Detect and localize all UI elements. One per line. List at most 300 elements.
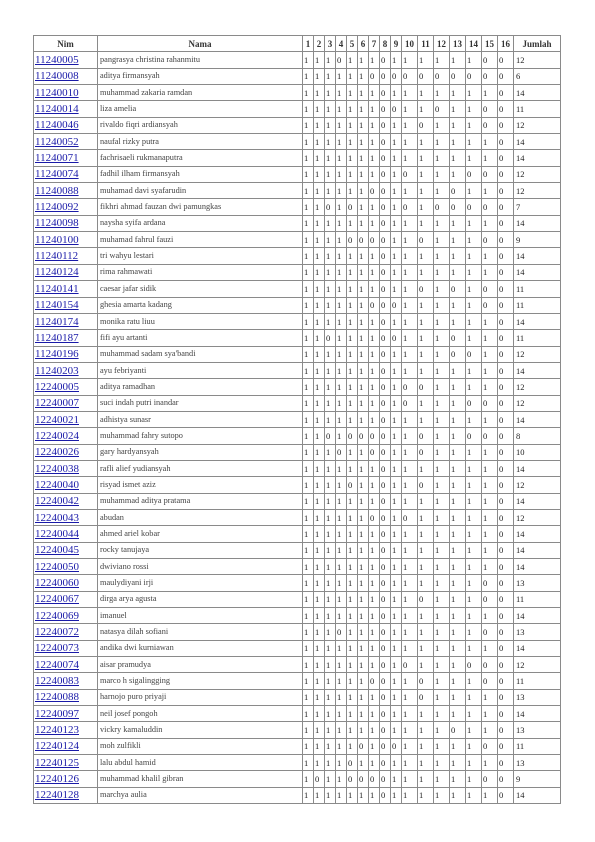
nim-link[interactable]: 12240125 [34,755,98,771]
score-cell-q10: 1 [402,346,418,362]
score-cell-q2: 1 [314,673,325,689]
score-cell-q7: 0 [369,428,380,444]
score-cell-q2: 1 [314,460,325,476]
nim-link[interactable]: 12240067 [34,591,98,607]
score-cell-q14: 1 [466,444,482,460]
score-cell-q2: 0 [314,771,325,787]
jumlah-cell: 14 [514,85,561,101]
score-cell-q2: 1 [314,52,325,68]
score-cell-q1: 1 [303,575,314,591]
score-cell-q3: 1 [325,738,336,754]
score-cell-q12: 1 [434,395,450,411]
score-cell-q7: 0 [369,183,380,199]
score-cell-q10: 0 [402,68,418,84]
nim-link[interactable]: 11240098 [34,215,98,231]
score-cell-q16: 0 [498,706,514,722]
score-cell-q7: 1 [369,313,380,329]
score-cell-q5: 1 [347,52,358,68]
score-cell-q9: 1 [391,542,402,558]
score-cell-q11: 1 [418,575,434,591]
score-cell-q16: 0 [498,428,514,444]
jumlah-cell: 14 [514,787,561,803]
score-cell-q16: 0 [498,771,514,787]
score-cell-q8: 0 [380,460,391,476]
score-cell-q12: 1 [434,379,450,395]
score-cell-q16: 0 [498,199,514,215]
score-cell-q11: 1 [418,509,434,525]
nim-link[interactable]: 11240005 [34,52,98,68]
nim-link[interactable]: 12240097 [34,706,98,722]
score-cell-q15: 1 [482,134,498,150]
score-cell-q3: 1 [325,542,336,558]
header-nama: Nama [98,36,303,52]
score-cell-q8: 0 [380,101,391,117]
nim-link[interactable]: 12240021 [34,411,98,427]
score-cell-q5: 1 [347,444,358,460]
score-cell-q7: 1 [369,150,380,166]
score-cell-q9: 1 [391,657,402,673]
score-cell-q7: 1 [369,706,380,722]
score-cell-q5: 1 [347,575,358,591]
score-cell-q8: 0 [380,346,391,362]
score-cell-q3: 1 [325,526,336,542]
nim-link[interactable]: 12240038 [34,460,98,476]
score-cell-q12: 1 [434,493,450,509]
score-cell-q15: 0 [482,281,498,297]
nim-link[interactable]: 12240024 [34,428,98,444]
score-cell-q1: 1 [303,493,314,509]
nim-link[interactable]: 12240042 [34,493,98,509]
score-cell-q14: 1 [466,493,482,509]
score-cell-q1: 1 [303,428,314,444]
table-row [34,313,561,329]
score-cell-q9: 1 [391,428,402,444]
nim-link[interactable]: 12240073 [34,640,98,656]
score-cell-q6: 1 [358,101,369,117]
score-cell-q12: 1 [434,166,450,182]
nim-link[interactable]: 11240014 [34,101,98,117]
nim-link[interactable]: 11240124 [34,264,98,280]
score-cell-q16: 0 [498,281,514,297]
score-cell-q4: 1 [336,85,347,101]
score-cell-q6: 1 [358,477,369,493]
header-row [34,36,561,52]
score-cell-q7: 0 [369,297,380,313]
score-cell-q16: 0 [498,232,514,248]
score-cell-q7: 1 [369,362,380,378]
score-cell-q16: 0 [498,526,514,542]
jumlah-cell: 14 [514,215,561,231]
score-cell-q12: 1 [434,183,450,199]
table-row [34,330,561,346]
score-cell-q16: 0 [498,542,514,558]
score-cell-q16: 0 [498,624,514,640]
score-cell-q4: 1 [336,673,347,689]
table-row [34,199,561,215]
score-cell-q9: 1 [391,362,402,378]
score-cell-q4: 1 [336,477,347,493]
score-cell-q11: 1 [418,313,434,329]
score-cell-q1: 1 [303,313,314,329]
score-cell-q12: 1 [434,150,450,166]
table-row [34,444,561,460]
score-cell-q12: 1 [434,346,450,362]
score-cell-q16: 0 [498,346,514,362]
jumlah-cell: 11 [514,297,561,313]
score-cell-q12: 1 [434,444,450,460]
score-cell-q1: 1 [303,444,314,460]
score-cell-q10: 1 [402,493,418,509]
nim-link[interactable]: 12240050 [34,559,98,575]
score-cell-q6: 1 [358,493,369,509]
jumlah-cell: 12 [514,477,561,493]
score-cell-q4: 1 [336,526,347,542]
score-cell-q3: 1 [325,444,336,460]
score-cell-q13: 1 [450,689,466,705]
score-cell-q8: 0 [380,232,391,248]
score-cell-q6: 1 [358,706,369,722]
score-cell-q3: 1 [325,624,336,640]
score-cell-q12: 1 [434,755,450,771]
score-cell-q7: 1 [369,346,380,362]
table-row [34,542,561,558]
score-cell-q13: 1 [450,52,466,68]
jumlah-cell: 14 [514,362,561,378]
score-cell-q3: 1 [325,722,336,738]
score-cell-q11: 1 [418,460,434,476]
score-cell-q3: 1 [325,771,336,787]
score-cell-q7: 1 [369,248,380,264]
nim-link[interactable]: 11240074 [34,166,98,182]
nim-link[interactable]: 12240069 [34,608,98,624]
score-cell-q13: 1 [450,101,466,117]
jumlah-cell: 13 [514,689,561,705]
nim-link[interactable]: 11240100 [34,232,98,248]
score-cell-q10: 1 [402,411,418,427]
student-name: liza amelia [98,101,303,117]
score-cell-q11: 1 [418,346,434,362]
nim-link[interactable]: 12240083 [34,673,98,689]
score-cell-q5: 1 [347,313,358,329]
score-cell-q4: 1 [336,101,347,117]
score-cell-q14: 1 [466,608,482,624]
nim-link[interactable]: 12240124 [34,738,98,754]
nim-link[interactable]: 12240044 [34,526,98,542]
table-row [34,624,561,640]
table-row [34,395,561,411]
score-cell-q1: 1 [303,395,314,411]
score-cell-q6: 0 [358,738,369,754]
nim-link[interactable]: 12240007 [34,395,98,411]
nim-link[interactable]: 12240005 [34,379,98,395]
score-cell-q15: 0 [482,624,498,640]
score-cell-q14: 0 [466,346,482,362]
table-row [34,575,561,591]
score-cell-q4: 1 [336,738,347,754]
score-cell-q2: 1 [314,248,325,264]
score-cell-q6: 1 [358,183,369,199]
score-cell-q5: 1 [347,215,358,231]
score-cell-q7: 1 [369,460,380,476]
score-cell-q5: 1 [347,706,358,722]
nim-link[interactable]: 12240060 [34,575,98,591]
score-cell-q16: 0 [498,150,514,166]
nim-link[interactable]: 12240043 [34,509,98,525]
score-cell-q16: 0 [498,787,514,803]
nim-link[interactable]: 12240126 [34,771,98,787]
score-cell-q12: 1 [434,673,450,689]
score-cell-q16: 0 [498,444,514,460]
score-cell-q4: 1 [336,428,347,444]
score-cell-q16: 0 [498,248,514,264]
nim-link[interactable]: 11240141 [34,281,98,297]
score-cell-q16: 0 [498,330,514,346]
score-cell-q14: 1 [466,313,482,329]
score-cell-q2: 1 [314,411,325,427]
score-cell-q9: 1 [391,706,402,722]
score-cell-q3: 1 [325,591,336,607]
score-cell-q15: 0 [482,199,498,215]
score-cell-q2: 1 [314,509,325,525]
student-name: maulydiyani irji [98,575,303,591]
score-cell-q3: 1 [325,68,336,84]
score-cell-q13: 1 [450,640,466,656]
score-cell-q4: 1 [336,706,347,722]
student-name: muhammad zakaria ramdan [98,85,303,101]
score-cell-q1: 1 [303,624,314,640]
score-cell-q1: 1 [303,591,314,607]
score-cell-q14: 1 [466,85,482,101]
jumlah-cell: 12 [514,52,561,68]
score-cell-q16: 0 [498,101,514,117]
score-cell-q14: 1 [466,215,482,231]
score-cell-q16: 0 [498,117,514,133]
score-cell-q7: 1 [369,330,380,346]
score-cell-q2: 1 [314,166,325,182]
nim-link[interactable]: 11240196 [34,346,98,362]
jumlah-cell: 14 [514,608,561,624]
score-cell-q8: 0 [380,771,391,787]
table-row [34,526,561,542]
nim-link[interactable]: 11240187 [34,330,98,346]
score-cell-q10: 0 [402,379,418,395]
score-cell-q14: 1 [466,281,482,297]
nim-link[interactable]: 11240008 [34,68,98,84]
nim-link[interactable]: 12240088 [34,689,98,705]
score-cell-q15: 0 [482,68,498,84]
score-cell-q16: 0 [498,68,514,84]
score-cell-q5: 0 [347,755,358,771]
score-cell-q11: 1 [418,264,434,280]
score-cell-q10: 1 [402,591,418,607]
nim-link[interactable]: 11240010 [34,85,98,101]
score-cell-q3: 0 [325,199,336,215]
score-cell-q15: 0 [482,395,498,411]
score-cell-q7: 1 [369,52,380,68]
score-cell-q2: 1 [314,68,325,84]
jumlah-cell: 14 [514,248,561,264]
score-cell-q2: 1 [314,264,325,280]
score-cell-q15: 1 [482,787,498,803]
score-cell-q3: 1 [325,313,336,329]
student-name: fachrisaeli rukmanaputra [98,150,303,166]
score-cell-q5: 1 [347,608,358,624]
score-cell-q14: 1 [466,362,482,378]
score-cell-q1: 1 [303,657,314,673]
score-cell-q13: 1 [450,657,466,673]
score-cell-q15: 1 [482,150,498,166]
score-cell-q10: 1 [402,526,418,542]
nim-link[interactable]: 12240123 [34,722,98,738]
score-cell-q7: 1 [369,689,380,705]
score-cell-q1: 1 [303,689,314,705]
score-cell-q7: 1 [369,624,380,640]
score-cell-q15: 1 [482,526,498,542]
score-cell-q9: 1 [391,689,402,705]
score-cell-q3: 1 [325,134,336,150]
score-cell-q2: 1 [314,722,325,738]
nim-link[interactable]: 12240045 [34,542,98,558]
score-cell-q15: 1 [482,313,498,329]
score-cell-q10: 1 [402,117,418,133]
score-cell-q8: 0 [380,542,391,558]
nim-link[interactable]: 11240203 [34,362,98,378]
score-cell-q16: 0 [498,738,514,754]
score-cell-q1: 1 [303,68,314,84]
score-cell-q6: 1 [358,281,369,297]
score-cell-q2: 1 [314,640,325,656]
score-cell-q8: 0 [380,575,391,591]
score-cell-q13: 1 [450,313,466,329]
score-cell-q2: 1 [314,706,325,722]
score-cell-q3: 1 [325,150,336,166]
score-cell-q11: 0 [418,117,434,133]
nim-link[interactable]: 11240154 [34,297,98,313]
jumlah-cell: 14 [514,526,561,542]
score-cell-q12: 1 [434,640,450,656]
score-cell-q5: 1 [347,85,358,101]
score-cell-q5: 1 [347,264,358,280]
table-row [34,428,561,444]
score-cell-q6: 0 [358,232,369,248]
table-row [34,689,561,705]
score-cell-q7: 1 [369,591,380,607]
student-name: muhamad fahrul fauzi [98,232,303,248]
score-cell-q7: 1 [369,608,380,624]
nim-link[interactable]: 12240026 [34,444,98,460]
score-cell-q9: 1 [391,575,402,591]
score-cell-q14: 1 [466,101,482,117]
nim-link[interactable]: 11240092 [34,199,98,215]
score-cell-q11: 0 [418,428,434,444]
score-cell-q7: 1 [369,755,380,771]
nim-link[interactable]: 12240128 [34,787,98,803]
nim-link[interactable]: 11240052 [34,134,98,150]
score-cell-q9: 1 [391,379,402,395]
score-cell-q15: 1 [482,559,498,575]
score-cell-q3: 1 [325,640,336,656]
score-cell-q7: 1 [369,117,380,133]
score-cell-q5: 1 [347,68,358,84]
score-cell-q16: 0 [498,493,514,509]
header-q7: 7 [369,36,380,52]
score-cell-q12: 1 [434,706,450,722]
score-cell-q2: 1 [314,755,325,771]
score-cell-q5: 1 [347,673,358,689]
score-cell-q3: 1 [325,232,336,248]
nim-link[interactable]: 11240071 [34,150,98,166]
score-cell-q1: 1 [303,117,314,133]
score-cell-q10: 1 [402,673,418,689]
nim-link[interactable]: 12240040 [34,477,98,493]
score-cell-q7: 1 [369,477,380,493]
score-cell-q14: 1 [466,379,482,395]
nim-link[interactable]: 11240046 [34,117,98,133]
score-cell-q5: 1 [347,330,358,346]
score-cell-q13: 1 [450,771,466,787]
table-row [34,460,561,476]
score-cell-q13: 0 [450,346,466,362]
score-cell-q14: 0 [466,199,482,215]
jumlah-cell: 13 [514,722,561,738]
score-cell-q14: 1 [466,297,482,313]
score-cell-q11: 1 [418,52,434,68]
score-cell-q6: 1 [358,346,369,362]
score-cell-q10: 1 [402,330,418,346]
nim-link[interactable]: 11240088 [34,183,98,199]
score-cell-q11: 1 [418,640,434,656]
jumlah-cell: 11 [514,591,561,607]
score-cell-q1: 1 [303,722,314,738]
jumlah-cell: 14 [514,264,561,280]
header-q16: 16 [498,36,514,52]
jumlah-cell: 12 [514,117,561,133]
score-cell-q6: 1 [358,755,369,771]
score-cell-q3: 1 [325,101,336,117]
score-cell-q5: 1 [347,411,358,427]
score-cell-q13: 1 [450,706,466,722]
score-cell-q6: 1 [358,215,369,231]
student-name: tri wahyu lestari [98,248,303,264]
nim-link[interactable]: 12240072 [34,624,98,640]
score-cell-q16: 0 [498,460,514,476]
score-cell-q8: 0 [380,706,391,722]
table-row [34,477,561,493]
score-cell-q6: 0 [358,428,369,444]
score-cell-q7: 1 [369,493,380,509]
nim-link[interactable]: 12240074 [34,657,98,673]
score-cell-q2: 1 [314,575,325,591]
score-cell-q3: 1 [325,787,336,803]
score-cell-q12: 1 [434,313,450,329]
score-cell-q13: 1 [450,477,466,493]
score-cell-q11: 1 [418,787,434,803]
score-cell-q2: 1 [314,215,325,231]
nim-link[interactable]: 11240174 [34,313,98,329]
score-cell-q11: 1 [418,297,434,313]
score-cell-q13: 0 [450,722,466,738]
score-cell-q6: 1 [358,542,369,558]
score-cell-q9: 1 [391,640,402,656]
score-cell-q16: 0 [498,264,514,280]
score-cell-q9: 1 [391,771,402,787]
score-cell-q6: 1 [358,117,369,133]
student-name: naysha syifa ardana [98,215,303,231]
score-cell-q4: 1 [336,248,347,264]
nim-link[interactable]: 11240112 [34,248,98,264]
score-cell-q15: 1 [482,362,498,378]
table-row [34,591,561,607]
